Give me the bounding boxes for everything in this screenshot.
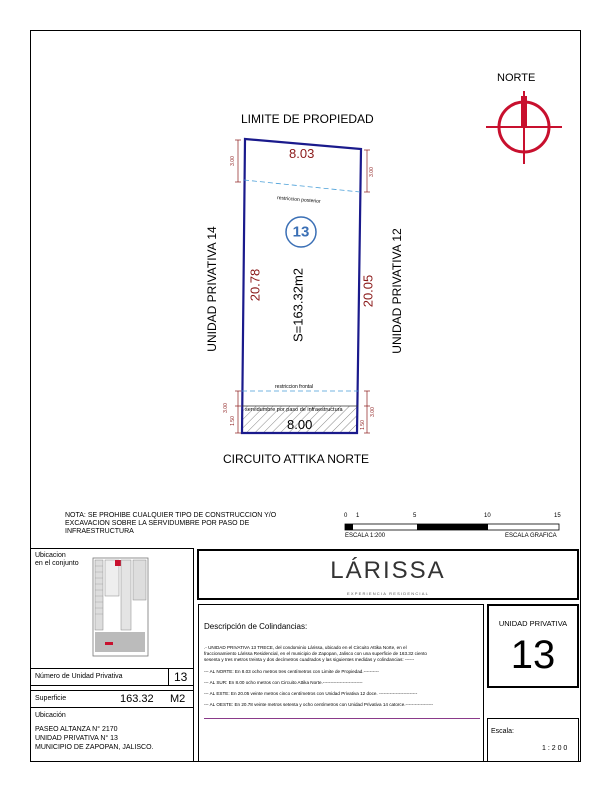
left-boundary-label: UNIDAD PRIVATIVA 14: [205, 226, 219, 352]
note-line: INFRAESTRUCTURA: [65, 528, 134, 535]
scale-tick: 1: [356, 513, 360, 519]
dim-right-front-setback: 3.00: [370, 407, 376, 417]
description-south: --- AL SUR: En 8.00 ocho metros con Circuito Attika Norte.--------------------------: [204, 680, 363, 685]
dim-left-rear-setback: 3.00: [230, 156, 236, 166]
setback-rear-line: [244, 180, 360, 192]
location-map: [85, 552, 155, 662]
dim-left-easement: 1.50: [230, 416, 236, 426]
description-east: --- AL ESTE: En 20.05 veinte metros cinco centímetros con Unidad Privativa 12 doce. -------------------------: [204, 691, 418, 696]
top-boundary-label: LIMITE DE PROPIEDAD: [241, 112, 374, 126]
brand-logo: LÁRISSA: [330, 557, 446, 584]
description-paragraph-line: sesenta y tres metros treinta y dos decímetros cuadrados y las siguientes medidas y colindancias: ------: [204, 657, 415, 662]
location-title-line: en el conjunto: [35, 560, 79, 567]
ubicacion-label: Ubicación: [35, 712, 66, 719]
surface-label: Superficie: [35, 695, 67, 702]
scale-label: ESCALA 1:200: [345, 533, 386, 539]
dim-left: 20.78: [247, 268, 263, 302]
right-boundary-label: UNIDAD PRIVATIVA 12: [390, 228, 404, 354]
brand-tagline: EXPERIENCIA RESIDENCIAL: [346, 591, 430, 596]
unit-box-label: UNIDAD PRIVATIVA: [498, 619, 568, 628]
surface-unit: M2: [170, 693, 186, 705]
address-line: UNIDAD PRIVATIVA N° 13: [35, 735, 118, 742]
description-north: --- AL NORTE: En 8.03 ocho metros tres centímetros con Limite de Propiedad.----------: [204, 669, 379, 674]
unit-number-label: Número de Unidad Privativa: [35, 673, 123, 680]
dim-right-easement: 1.50: [360, 420, 366, 430]
location-title: [35, 552, 79, 568]
dim-right: 20.05: [360, 274, 376, 308]
surface-value: 163.32: [120, 693, 154, 705]
address-line: PASEO ALTANZA N° 2170: [35, 726, 118, 733]
description-title: Descripción de Colindancias:: [204, 622, 308, 631]
lot-number: 13: [292, 223, 310, 241]
construction-note: [65, 512, 276, 536]
note-line: EXCAVACION SOBRE LA SERVIDUMBRE POR PASO DE: [65, 520, 250, 527]
description-underline: [204, 718, 480, 719]
area-label: S=163.32m2: [290, 267, 306, 343]
scale-bar: [340, 520, 565, 534]
description-body: [204, 645, 433, 708]
description-west: --- AL OESTE: En 20.78 veinte metros setenta y ocho centímetros con Unidad Privativa 14 catorce.------------------: [204, 702, 434, 707]
address-line: MUNICIPIO DE ZAPOPAN, JALISCO.: [35, 744, 154, 751]
description-paragraph-line: .- UNIDAD PRIVATIVA 13 TRECE, del condominio Lárissa, ubicado en el Circuito Attika Norte, en el: [204, 645, 407, 650]
scale-tick: 15: [554, 513, 561, 519]
location-title-line: Ubicacion: [35, 552, 66, 559]
note-line: NOTA: SE PROHIBE CUALQUIER TIPO DE CONSTRUCCION Y/O: [65, 512, 277, 519]
escala-box: [487, 718, 579, 762]
north-label: NORTE: [497, 72, 536, 84]
easement-label: servidumbre por paso de infraestructura: [245, 407, 343, 413]
north-arrow-icon: [486, 91, 562, 164]
unit-number-value: 13: [174, 670, 188, 684]
dim-left-front-setback: 3.00: [223, 403, 229, 413]
graphic-scale-label: ESCALA GRAFICA: [505, 533, 557, 539]
escala-label: Escala:: [491, 728, 514, 735]
left-setback-dimensions: [235, 140, 241, 433]
bottom-boundary-label: CIRCUITO ATTIKA NORTE: [223, 452, 370, 466]
scale-tick: 10: [484, 513, 491, 519]
address: [35, 725, 154, 752]
scale-tick: 0: [344, 513, 348, 519]
dim-right-rear-setback: 3.00: [369, 167, 375, 177]
setback-front-label: restriccion frontal: [275, 384, 314, 390]
description-paragraph-line: fraccionamiento Lárissa Residencial, en el municipio de Zapopan, Jalisco con una superficie de 163.32 ciento: [204, 651, 427, 656]
dim-top: 8.03: [289, 146, 315, 161]
setback-rear-label: restriccion posterior: [276, 195, 321, 205]
dim-bottom: 8.00: [287, 417, 313, 432]
escala-value: 1 : 2 0 0: [542, 745, 568, 752]
unit-box-number: 13: [510, 633, 556, 677]
scale-tick: 5: [413, 513, 417, 519]
